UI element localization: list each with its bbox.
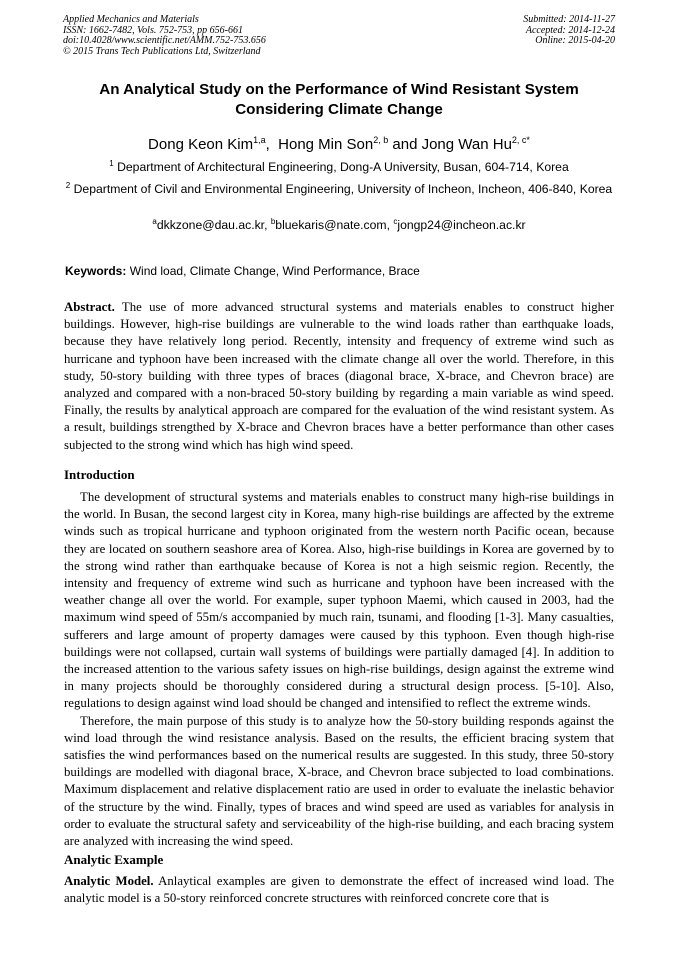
author-name: Jong Wan Hu bbox=[421, 136, 512, 153]
author-sup: 1,a bbox=[253, 135, 266, 145]
author-name: Dong Keon Kim bbox=[148, 136, 254, 153]
journal-name: Applied Mechanics and Materials bbox=[63, 14, 199, 25]
analytic-model-text: Anlaytical examples are given to demonstrate the effect of increased wind load. The analytic model is a 50-story reinforced concrete structures with reinforced concrete core that is bbox=[64, 874, 615, 906]
affiliation-sup: 1 bbox=[109, 159, 114, 168]
email-link[interactable]: jongp24@incheon.ac.kr bbox=[397, 218, 526, 233]
email-link[interactable]: dkkzone@dau.ac.kr, bbox=[156, 218, 271, 233]
abstract bbox=[64, 299, 614, 454]
analytic-model-section bbox=[64, 873, 614, 907]
affiliation-sup: 2 bbox=[65, 181, 71, 190]
email-sup: c bbox=[393, 217, 398, 226]
submitted-date: Submitted: 2014-11-27 bbox=[523, 14, 615, 25]
author-separator: and bbox=[388, 136, 422, 153]
online-date: Online: 2015-04-20 bbox=[535, 35, 615, 47]
abstract-text: The use of more advanced structural systems and materials enables to construct higher buildings. However, high-rise buildings are vulnerable to the wind loads rather than earthquake loads, because they have relatively long period. Recently, intensity and frequency of extreme wind such as hurricane and typhoon have been increased with the climate change all over the world. Therefore, in this study, 50-story building with three types of braces (diagonal brace, X-brace, and Chevron brace) are analyzed and compared with a non-braced 50-story building by regarding a main variable as wind speed. Finally, the results by analytical approach are compared for the evaluation of the wind resistant system. As a result, buildings strengthed by X-brace and Chevron braces have a better performance than other cases subjected to the strong wind which has high wind speed. bbox=[64, 300, 614, 452]
author-separator: , bbox=[265, 136, 279, 153]
analytic-model-label: Analytic Model. bbox=[64, 874, 154, 888]
keywords-label: Keywords: bbox=[65, 264, 127, 278]
title-line-1: An Analytical Study on the Performance of Wind Resistant System bbox=[99, 81, 579, 98]
keywords-text: Wind load, Climate Change, Wind Performance, Brace bbox=[129, 264, 420, 278]
submission-dates bbox=[523, 15, 615, 47]
author-name: Hong Min Son bbox=[278, 136, 374, 153]
affiliation-1 bbox=[60, 155, 618, 177]
author-emails bbox=[60, 213, 618, 235]
issn-line: ISSN: 1662-7482, Vols. 752-753, pp 656-661 bbox=[63, 24, 243, 36]
introduction-heading: Introduction bbox=[64, 467, 135, 482]
affiliation-text: Department of Architectural Engineering, Dong-A University, Busan, 604-714, Korea bbox=[117, 160, 569, 175]
paper-title bbox=[60, 80, 618, 120]
author-sup: 2, b bbox=[373, 135, 389, 145]
copyright-line: © 2015 Trans Tech Publications Ltd, Switzerland bbox=[63, 45, 261, 57]
affiliation-text: Department of Civil and Environmental Engineering, University of Incheon, Incheon, 406-840, Korea bbox=[73, 182, 613, 197]
author-list bbox=[60, 131, 618, 154]
keywords bbox=[65, 264, 420, 278]
title-line-2: Considering Climate Change bbox=[235, 101, 443, 118]
journal-info bbox=[63, 15, 266, 57]
introduction-body bbox=[64, 489, 614, 850]
affiliation-2 bbox=[60, 177, 618, 199]
abstract-label: Abstract. bbox=[64, 300, 115, 314]
author-sup: 2, c* bbox=[511, 135, 530, 145]
email-sup: b bbox=[270, 217, 276, 226]
email-sup: a bbox=[152, 217, 157, 226]
introduction-paragraph-1: The development of structural systems and materials enables to construct many high-rise buildings in the world. In Busan, the second largest city in Korea, many high-rise buildings are affected by the extreme winds such as tropical hurricane and typhoon originated from the western north Pacific ocean, because they are located on southern seashore area of Korea. Also, high-rise buildings in Korea are governed by to the strong wind rather than earthquake because of Korea is not a high seismic region. Recently, the intensity and frequency of extreme wind such as hurricane and typhoon have been increased with the weather change all over the world. For example, super typhoon Maemi, which caused in 2003, had the maximum wind speed of 55m/s accompanied by much rain, tsunami, and flooding [1-3]. Many casualties, sufferers and large amount of property damages were caused by this typhoon. Even though high-rise buildings were not collapsed, curtain wall systems of buildings were partially damaged [4]. In addition to the increased attention to the various safety issues on high-rise buildings, design against the extreme wind in many projects should be thoroughly considered during a structural design process. [5-10]. Also, regulations to design against wind load should be changed and intensified to reflect the extreme winds. bbox=[64, 490, 614, 711]
analytic-example-heading: Analytic Example bbox=[64, 852, 164, 867]
introduction-paragraph-2: Therefore, the main purpose of this study is to analyze how the 50-story building responds against the wind load through the wind resistance analysis. Based on the results, the efficient bracing system that satisfies the wind performances based on the numerical results are suggested. In this study, three 50-story buildings are modelled with diagonal brace, X-brace, and Chevron brace subjected to load combinations. Maximum displacement and relative displacement ratio are used in order to evaluate the inelastic behavior of the structure by the wind. Finally, types of braces and wind speed are used as variables for analysis in order to evaluate the structural safety and serviceability of the high-rise building, and each bracing system are analyzed with increasing the wind speed. bbox=[64, 713, 614, 849]
email-link[interactable]: bluekaris@nate.com, bbox=[275, 218, 394, 233]
doi-line: doi:10.4028/www.scientific.net/AMM.752-753.656 bbox=[63, 35, 266, 47]
accepted-date: Accepted: 2014-12-24 bbox=[525, 24, 615, 36]
